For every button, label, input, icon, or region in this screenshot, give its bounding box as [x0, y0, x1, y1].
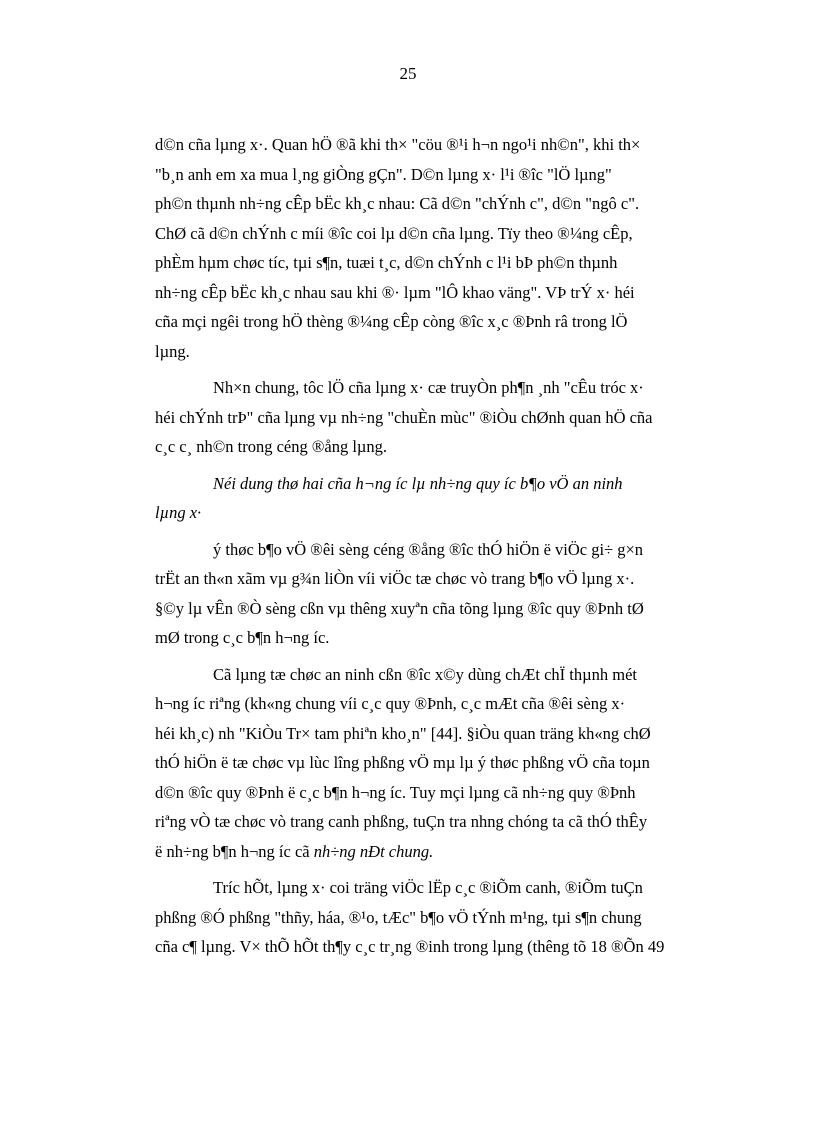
text-segment: ë nh÷ng b¶n h¬ng íc cã — [155, 841, 314, 861]
text-line: thÓ hiÖn ë tæ chøc vµ lùc lîng phßng vÖ mµ lµ ý thøc phßng vÖ cña toµn — [155, 753, 650, 772]
text-line: cña c¶ lµng. V× thÕ hÕt th¶y c¸c tr¸ng ®inh trong lµng (thêng tõ 18 ®Õn 49 — [155, 937, 665, 956]
text-line: cña mçi ngêi trong hÖ thèng ®¼ng cÊp còng ®îc x¸c ®Þnh râ trong lÖ — [155, 312, 628, 331]
paragraph-village-hierarchy — [155, 130, 739, 366]
text-line: "b¸n anh em xa mua l¸ng giÒng gÇn". D©n lµng x· l¹i ®îc "lÖ lµng" — [155, 164, 612, 184]
text-line: §©y lµ vÊn ®Ò sèng cßn vµ thêng xuyªn cña tõng lµng ®îc quy ®Þnh tØ — [155, 598, 644, 618]
text-line: ý thøc b¶o vÖ ®êi sèng céng ®ång ®îc thÓ hiÖn ë viÖc gi÷ g×n — [213, 539, 644, 559]
text-line: lµng. — [155, 341, 190, 361]
text-line: ChØ cã d©n chÝnh c míi ®îc coi lµ d©n cña lµng. Tïy theo ®¼ng cÊp, — [155, 223, 633, 243]
text-line: h¬ng íc riªng (kh«ng chung víi c¸c quy ®Þnh, c¸c mÆt cña ®êi sèng x· — [155, 694, 626, 713]
text-line: d©n ®îc quy ®Þnh ë c¸c b¶n h¬ng íc. Tuy mçi lµng cã nh÷ng quy ®Þnh — [155, 782, 636, 802]
text-line: d©n cña lµng x·. Quan hÖ ®ã khi th× "cöu ®¹i h¬n ngo¹i nh©n", khi th× — [155, 135, 641, 154]
document-body — [155, 130, 739, 962]
text-line: mØ trong c¸c b¶n h¬ng íc. — [155, 628, 330, 647]
text-line: lµng x· — [155, 503, 202, 522]
paragraph-summary — [155, 373, 739, 462]
text-line: nh÷ng cÊp bËc kh¸c nhau sau khi ®· lµm "lÔ khao väng". VÞ trÝ x· héi — [155, 282, 635, 302]
paragraph-security-organization — [155, 660, 739, 867]
text-line: trËt an th«n xãm vµ g¾n liÒn víi viÖc tæ chøc vò trang b¶o vÖ lµng x·. — [155, 569, 635, 588]
paragraph-security-awareness — [155, 535, 739, 653]
text-line: c¸c c¸ nh©n trong céng ®ång lµng. — [155, 437, 388, 456]
text-line: Tríc hÕt, lµng x· coi träng viÖc lËp c¸c ®iÕm canh, ®iÕm tuÇn — [213, 878, 643, 897]
text-line: ph©n thµnh nh÷ng cÊp bËc kh¸c nhau: Cã d©n "chÝnh c", d©n "ngô c". — [155, 194, 640, 213]
text-line: Néi dung thø hai cña h¬ng íc lµ nh÷ng quy íc b¶o vÖ an ninh — [213, 473, 623, 493]
text-line: Cã lµng tæ chøc an ninh cßn ®îc x©y dùng chÆt chÏ thµnh mét — [213, 664, 637, 684]
text-line: Nh×n chung, tôc lÖ cña lµng x· cæ truyÒn ph¶n ¸nh "cÊu tróc x· — [213, 378, 644, 397]
paragraph-guard-posts — [155, 873, 739, 962]
page-number: 25 — [399, 64, 417, 83]
italic-phrase: nh÷ng nÐt chung. — [313, 841, 434, 861]
text-line: phÈm hµm chøc tíc, tµi s¶n, tuæi t¸c, d©n chÝnh c l¹i bÞ ph©n thµnh — [155, 253, 618, 272]
text-line: héi kh¸c) nh "KiÒu Tr× tam phiªn kho¸n" [44]. §iÒu quan träng kh«ng chØ — [155, 723, 651, 743]
text-line: riªng vÒ tæ chøc vò trang canh phßng, tuÇn tra nhng chóng ta cã thÓ thÊy — [155, 812, 648, 831]
text-line: phßng ®Ó phßng "thñy, háa, ®¹o, tÆc" b¶o vÖ tÝnh m¹ng, tµi s¶n chung — [155, 907, 642, 927]
text-line: héi chÝnh trÞ" cña lµng vµ nh÷ng "chuÈn mùc" ®iÒu chØnh quan hÖ cña — [155, 407, 653, 427]
text-line-with-italic-tail — [155, 837, 739, 867]
paragraph-section-heading-security — [155, 469, 739, 528]
